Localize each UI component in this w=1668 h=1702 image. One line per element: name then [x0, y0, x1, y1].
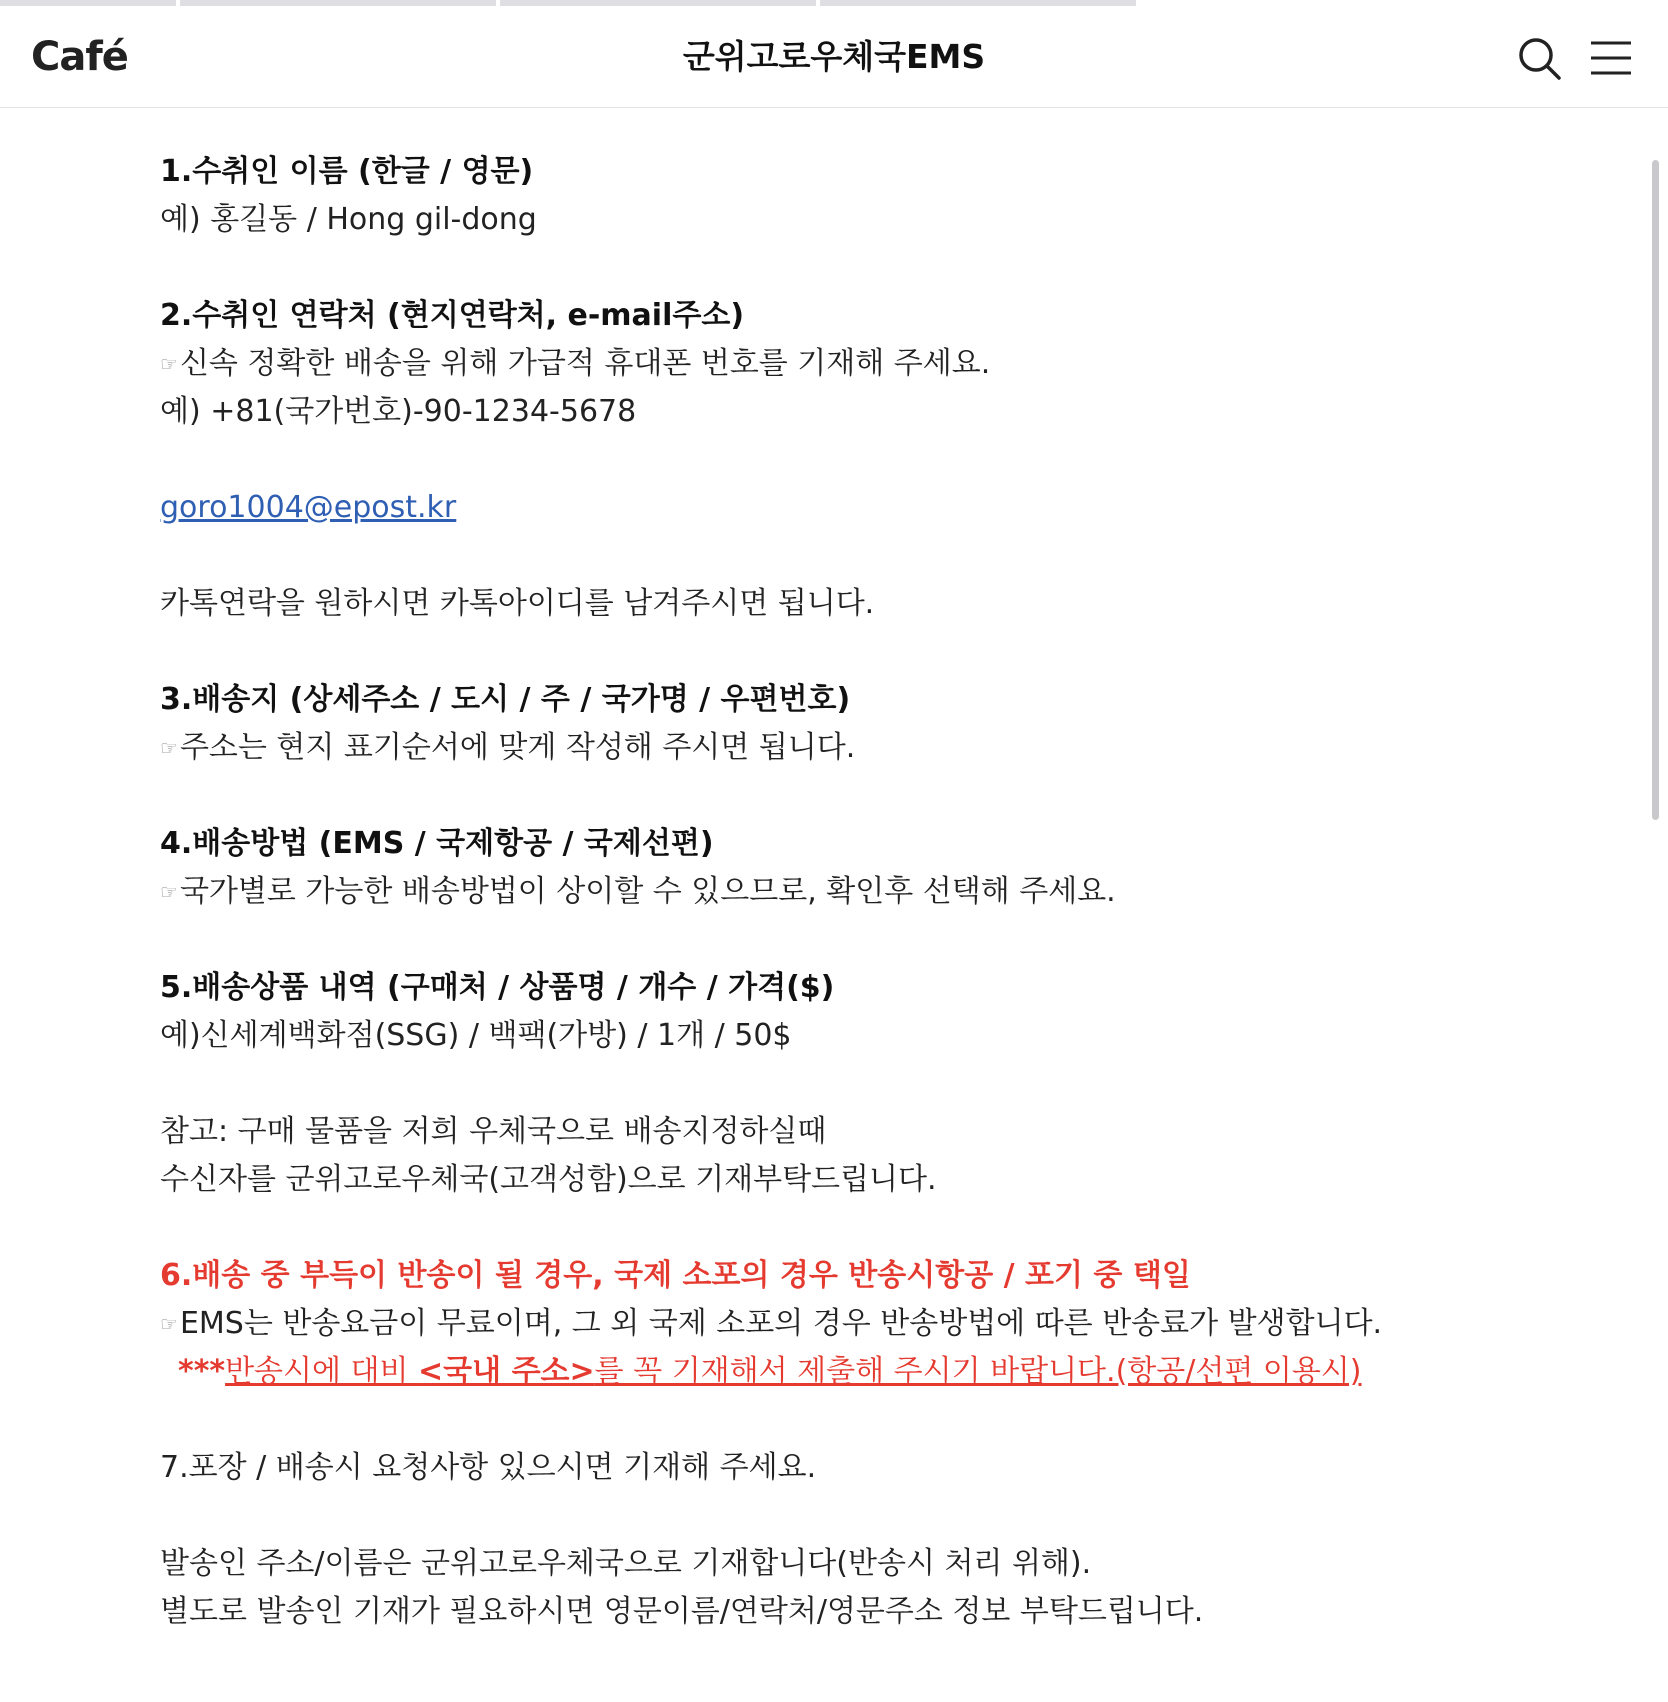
search-icon[interactable] — [1515, 34, 1565, 84]
pointing-hand-icon: ☞ — [160, 352, 178, 376]
section-2-note-text: 신속 정확한 배송을 위해 가급적 휴대폰 번호를 기재해 주세요. — [179, 346, 991, 381]
reference-line-2: 수신자를 군위고로우체국(고객성함)으로 기재부탁드립니다. — [160, 1162, 937, 1197]
sender-line-1: 발송인 주소/이름은 군위고로우체국으로 기재합니다(반송시 처리 위해). — [160, 1546, 1092, 1581]
sender-line-2: 별도로 발송인 기재가 필요하시면 영문이름/연락처/영문주소 정보 부탁드립니다. — [160, 1594, 1204, 1629]
section-3-title: 3.배송지 (상세주소 / 도시 / 주 / 국가명 / 우편번호) — [160, 682, 851, 717]
warning-text — [225, 1354, 1361, 1389]
app-header — [0, 7, 1668, 108]
warning-stars: *** — [178, 1354, 226, 1389]
section-4-title: 4.배송방법 (EMS / 국제항공 / 국제선편) — [160, 826, 714, 861]
hamburger-menu-icon[interactable] — [1587, 34, 1637, 84]
section-1-title: 1.수취인 이름 (한글 / 영문) — [160, 154, 534, 189]
section-4-note — [160, 868, 1600, 916]
section-4-note-text: 국가별로 가능한 배송방법이 상이할 수 있으므로, 확인후 선택해 주세요. — [179, 874, 1116, 909]
scrollbar-thumb[interactable] — [1652, 160, 1659, 820]
warning-text-c: 를 꼭 기재해서 제출해 주시기 바랍니다.(항공/선편 이용시) — [594, 1354, 1362, 1389]
section-1-example: 예) 홍길동 / Hong gil-dong — [160, 202, 537, 237]
section-2-title: 2.수취인 연락처 (현지연락처, e-mail주소) — [160, 298, 745, 333]
logo-text: Café — [31, 34, 128, 80]
pointing-hand-icon: ☞ — [160, 1312, 178, 1336]
top-tab-strip — [0, 0, 1668, 7]
tab-strip-segment — [0, 0, 176, 6]
section-7-title: 7.포장 / 배송시 요청사항 있으시면 기재해 주세요. — [160, 1450, 817, 1485]
section-5-example: 예)신세계백화점(SSG) / 백팩(가방) / 1개 / 50$ — [160, 1018, 792, 1053]
tab-strip-segment — [500, 0, 816, 6]
tab-strip-segment — [180, 0, 496, 6]
section-3-note — [160, 724, 1600, 772]
pointing-hand-icon: ☞ — [160, 736, 178, 760]
section-6-title: 6.배송 중 부득이 반송이 될 경우, 국제 소포의 경우 반송시항공 / 포기 중 택일 — [160, 1258, 1191, 1293]
pointing-hand-icon: ☞ — [160, 880, 178, 904]
cafe-logo[interactable] — [31, 33, 128, 81]
section-3-note-text: 주소는 현지 표기순서에 맞게 작성해 주시면 됩니다. — [179, 730, 856, 765]
reference-line-1: 참고: 구매 물품을 저희 우체국으로 배송지정하실때 — [160, 1114, 827, 1149]
tab-strip-segment — [820, 0, 1136, 6]
warning-text-b: <국내 주소> — [418, 1354, 595, 1389]
kakao-note: 카톡연락을 원하시면 카톡아이디를 남겨주시면 됩니다. — [160, 586, 875, 621]
section-6-warning — [160, 1348, 1600, 1396]
post-body — [160, 148, 1600, 1636]
email-link[interactable]: goro1004@epost.kr — [160, 490, 457, 525]
section-6-note — [160, 1300, 1600, 1348]
warning-text-a: 반송시에 대비 — [225, 1354, 419, 1389]
page-title: 군위고로우체국EMS — [682, 37, 986, 76]
section-2-example: 예) +81(국가번호)-90-1234-5678 — [160, 394, 637, 429]
section-2-note — [160, 340, 1600, 388]
section-6-note-text: EMS는 반송요금이 무료이며, 그 외 국제 소포의 경우 반송방법에 따른 반송료가 발생합니다. — [179, 1306, 1383, 1341]
section-5-title: 5.배송상품 내역 (구매처 / 상품명 / 개수 / 가격($) — [160, 970, 835, 1005]
